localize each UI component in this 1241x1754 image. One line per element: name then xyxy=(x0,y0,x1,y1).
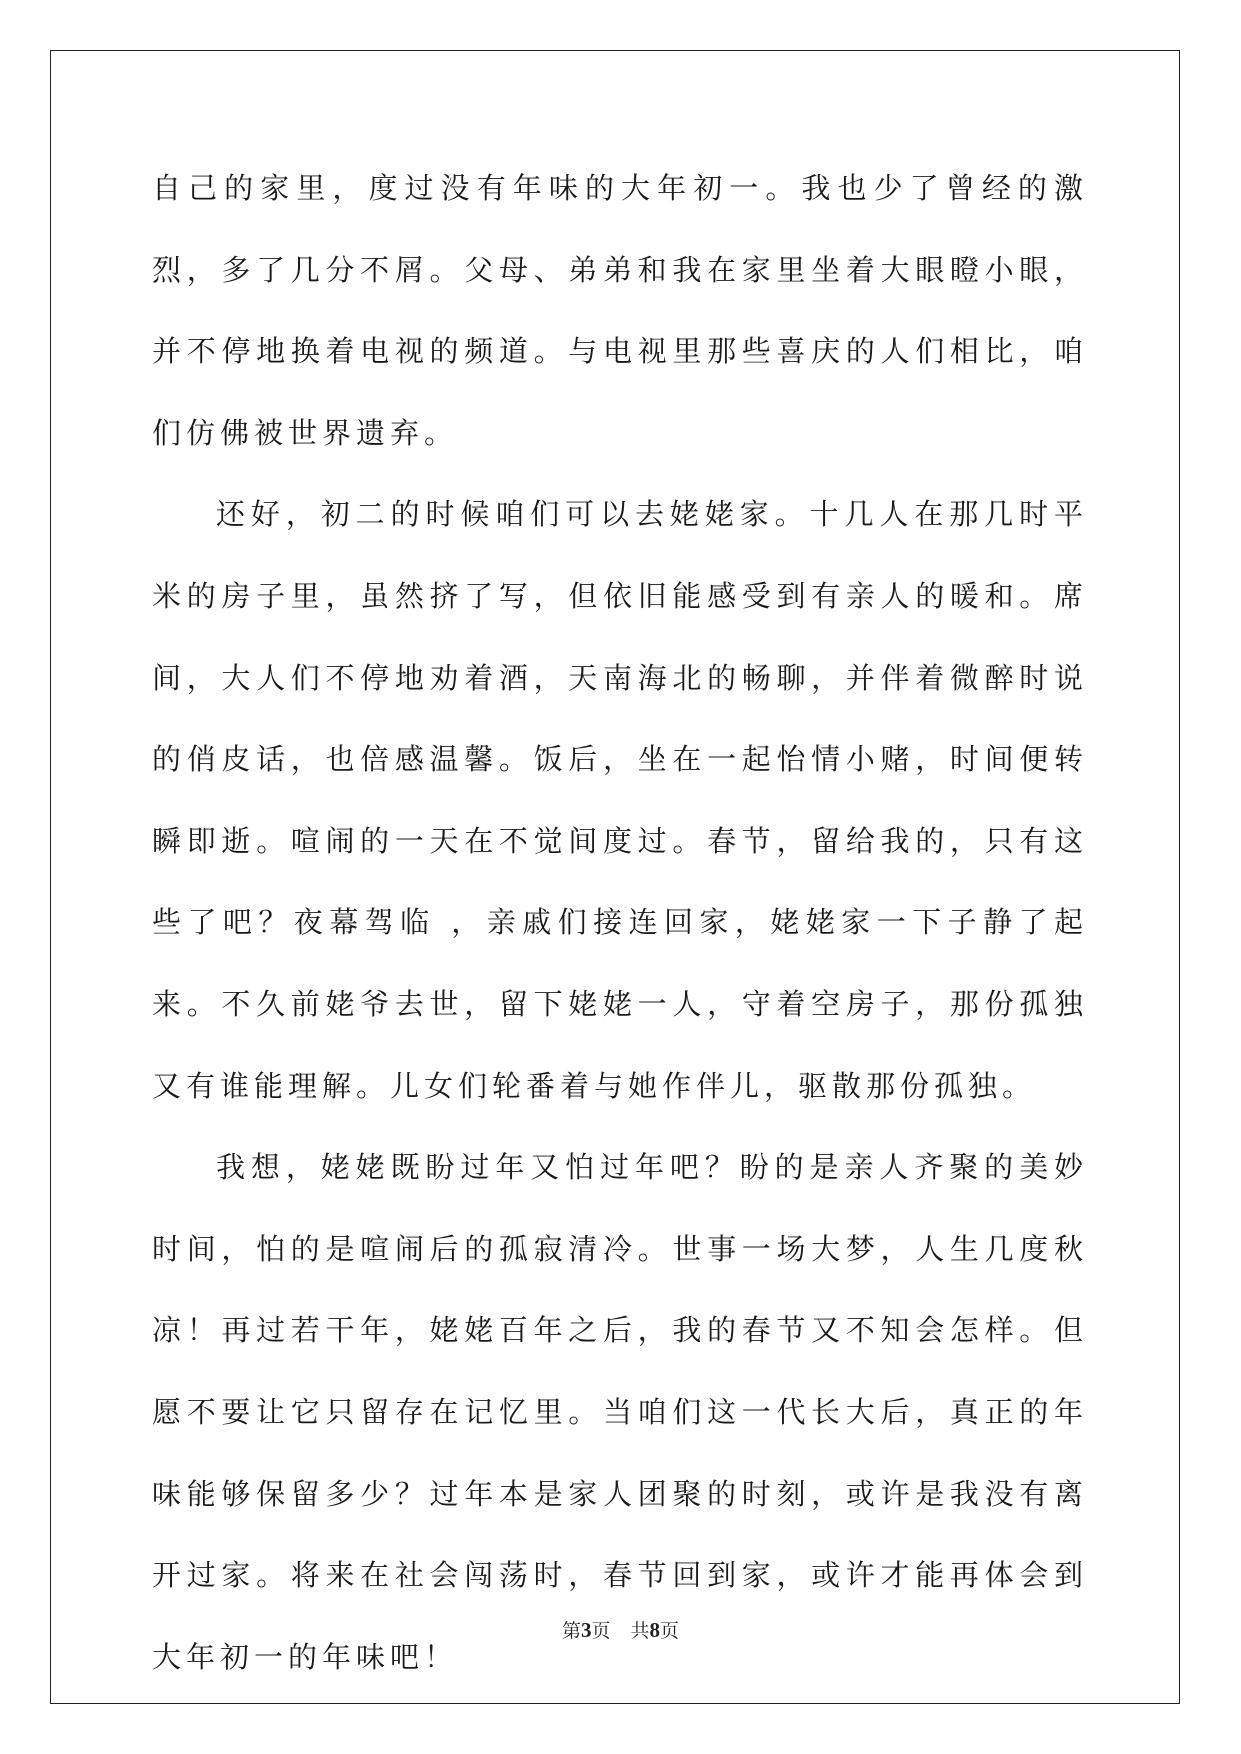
paragraph-3: 我想，姥姥既盼过年又怕过年吧？盼的是亲人齐聚的美妙时间，怕的是喧闹后的孤寂清冷。世事一场大梦，人生几度秋凉！再过若干年，姥姥百年之后，我的春节又不知会怎样。但愿不要让它只留存在记忆里。当咱们这一代长大后，真正的年味能够保留多少？过年本是家人团聚的时刻，或许是我没有离开过家。将来在社会闯荡时，春节回到家，或许才能再体会到大年初一的年味吧！ xyxy=(152,1150,1088,1674)
document-body xyxy=(152,148,1088,1698)
total-suffix: 页 xyxy=(660,1620,680,1642)
total-page-number: 8 xyxy=(649,1618,661,1642)
page-prefix: 第 xyxy=(561,1620,581,1642)
paragraph-2: 还好，初二的时候咱们可以去姥姥家。十几人在那几时平米的房子里，虽然挤了写，但依旧能感受到有亲人的暖和。席间，大人们不停地劝着酒，天南海北的畅聊，并伴着微醉时说的俏皮话，也倍感温馨。饭后，坐在一起怡情小赌，时间便转瞬即逝。喧闹的一天在不觉间度过。春节，留给我的，只有这些了吧？夜幕驾临 ，亲戚们接连回家，姥姥家一下子静了起来。不久前姥爷去世，留下姥姥一人，守着空房子，那份孤独又有谁能理解。儿女们轮番着与她作伴儿，驱散那份孤独。 xyxy=(152,497,1088,1103)
paragraph-1: 自己的家里，度过没有年味的大年初一。我也少了曾经的激烈，多了几分不屑。父母、弟弟和我在家里坐着大眼瞪小眼，并不停地换着电视的频道。与电视里那些喜庆的人们相比，咱们仿佛被世界遗弃。 xyxy=(152,171,1088,450)
page-footer xyxy=(0,1616,1241,1643)
page-suffix: 页 xyxy=(591,1620,611,1642)
total-prefix: 共 xyxy=(630,1620,650,1642)
current-page-number: 3 xyxy=(580,1618,592,1642)
